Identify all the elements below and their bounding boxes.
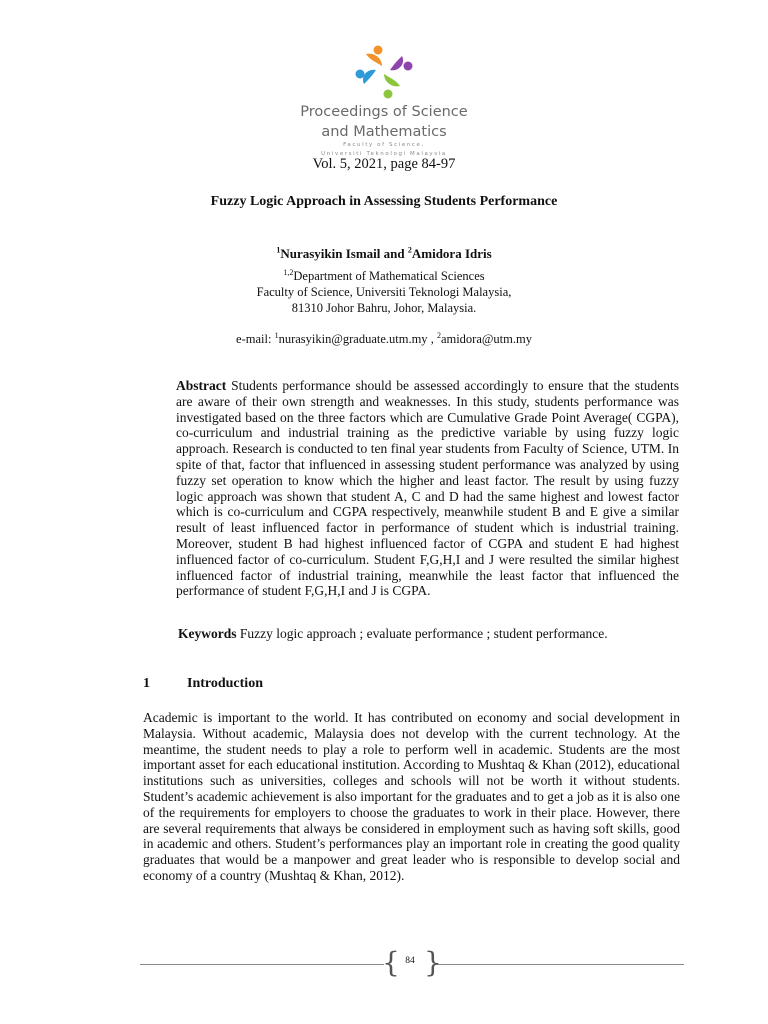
section-heading bbox=[143, 676, 263, 692]
abstract-label: Abstract bbox=[176, 378, 227, 393]
keywords-label: Keywords bbox=[178, 626, 237, 641]
email-1: nurasyikin@graduate.utm.my bbox=[278, 332, 428, 346]
affiliation-line3: 81310 Johor Bahru, Johor, Malaysia. bbox=[291, 301, 477, 315]
volume-info: Vol. 5, 2021, page 84-97 bbox=[312, 156, 456, 172]
faculty-line1: Faculty of Science, bbox=[343, 142, 425, 148]
email-line: e-mail: $^1$nurasyikin@graduate.utm.my , $^2$amidora@utm.my bbox=[236, 330, 532, 346]
abstract-paragraph bbox=[176, 378, 679, 599]
section-number: 1 bbox=[143, 676, 150, 691]
affiliation-superscript: 1,2 bbox=[283, 267, 294, 277]
journal-name-line2: and Mathematics bbox=[321, 124, 447, 140]
email-2: amidora@utm.my bbox=[440, 332, 532, 346]
page-number: 84 bbox=[405, 956, 415, 966]
page-bracket-right-icon: } bbox=[424, 946, 442, 979]
journal-logo bbox=[0, 40, 768, 158]
footer-rule-left bbox=[140, 964, 384, 965]
author-1: Nurasyikin Ismail bbox=[280, 246, 381, 261]
proceedings-logo-icon bbox=[352, 40, 416, 100]
author2-superscript: 2 bbox=[407, 245, 412, 255]
intro-paragraph: Academic is important to the world. It has contributed on economy and social development in Malaysia. Without academic, Malaysia does not develop with the current technology. At the meantime, the student needs to play a role to perform well in academic. Students are the most important asset for each educational institution. According to Mushtaq & Khan (2012), educational institutions such as universities, colleges and schools will not be worth it without students. Student’s academic achievement is also important for the graduates and to get a job as it is also one of the requirements for employers to choose the graduates to work in their place. However, there are several requirements that always be considered in employment such as having soft skills, good in academic and others. Student’s performances play an important role in creating the good quality graduates that would be a manpower and great leader who is responsible to develop social and economy of a country (Mushtaq & Khan, 2012). bbox=[143, 710, 680, 883]
author-2: Amidora Idris bbox=[411, 246, 492, 261]
email-label: e-mail: bbox=[236, 332, 275, 346]
journal-name-line1: Proceedings of Science bbox=[300, 104, 468, 120]
footer-rule-right bbox=[434, 964, 684, 965]
abstract-text: Students performance should be assessed accordingly to ensure that the students are aware of their own strength and weaknesses. In this study, students performance was investigated based on the three factors which are Cumulative Grade Point Average( CGPA), co-curriculum and industrial training as the predictive variable by using fuzzy logic approach. Research is conducted to ten final year students from Faculty of Science, UTM. In spite of that, factor that influenced in assessing student performance was analyzed by using fuzzy set operation to know which the higher and least factor. The result by using fuzzy logic approach was shown that student A, C and D had the same highest and lowest factor which is co-curriculum and CGPA respectively, meanwhile student B and E give a similar result of least influenced factor in performance of student which is industrial training. Moreover, student B had highest influenced factor of CGPA and student E had highest influenced factor of co-curriculum. Student F,G,H,I and J were resulted the similar highest influenced factor of industrial training, meanwhile the least factor that influenced the performance of student F,G,H,I and J is CGPA. bbox=[176, 378, 679, 599]
affiliation-line2: Faculty of Science, Universiti Teknologi Malaysia, bbox=[256, 285, 512, 299]
keywords-paragraph bbox=[178, 626, 678, 642]
page-bracket-left-icon: { bbox=[382, 946, 400, 979]
affiliation bbox=[0, 268, 768, 316]
paper-title: Fuzzy Logic Approach in Assessing Students Performance bbox=[210, 194, 558, 209]
affiliation-line1: $^{1,2}$Department of Mathematical Sciences bbox=[283, 267, 485, 283]
keywords-text: Fuzzy logic approach ; evaluate performance ; student performance. bbox=[236, 626, 608, 641]
author-line bbox=[0, 246, 768, 262]
section-title: Introduction bbox=[187, 676, 263, 691]
author1-superscript: 1 bbox=[276, 245, 281, 255]
faculty-line2: Universiti Teknologi Malaysia bbox=[321, 151, 447, 157]
author-conjunction: and bbox=[380, 246, 408, 261]
